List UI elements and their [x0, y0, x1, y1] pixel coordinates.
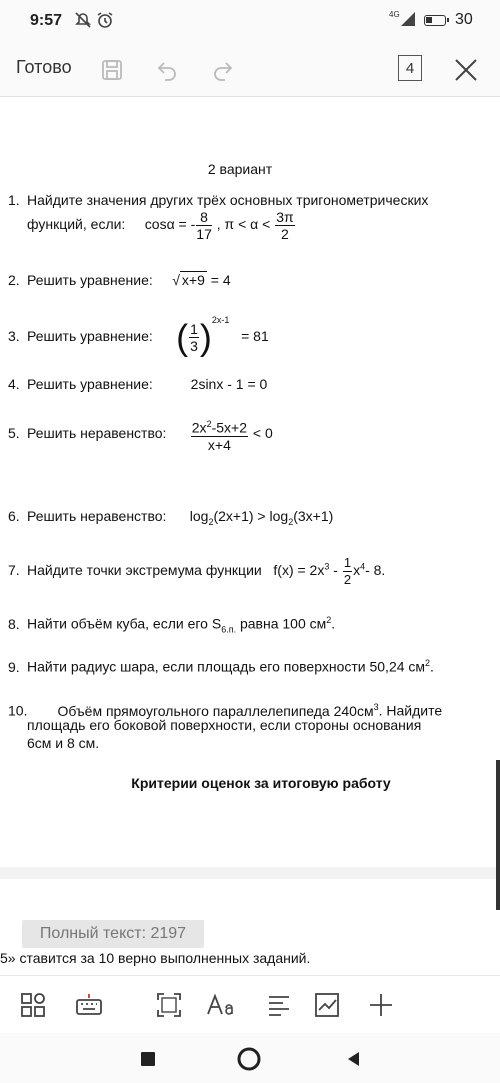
recent-apps-icon[interactable]	[136, 1047, 160, 1071]
task-2: 2. Решить уравнение: √ x+9 = 4	[8, 272, 231, 288]
task-10: 10. Объём прямоугольного параллелепипеда $240см^3$. Найдите	[8, 702, 443, 719]
page-separator	[0, 867, 500, 879]
system-nav-bar	[0, 1033, 500, 1083]
scrollbar[interactable]	[496, 760, 500, 910]
sqrt-sign: √	[172, 272, 180, 288]
criteria-heading: Критерии оценок за итоговую работу	[131, 775, 391, 791]
add-icon[interactable]	[364, 988, 398, 1022]
save-icon[interactable]	[96, 54, 128, 86]
fraction: $\frac{3\pi}{2}$	[276, 209, 294, 242]
task-8: 8. Найти объём куба, если его $S_{6.п.}$ равна 100 $см^2$.	[8, 615, 336, 635]
task-9: 9. Найти радиус шара, если площадь его поверхности 50,24 $см^2$.	[8, 658, 434, 675]
task-7: 7. Найдите точки экстремума функции $f(x) = 2x^3$ - $\frac{1}{2}$ $x^4-$ 8.	[8, 555, 386, 587]
variant-title: 2 вариант	[207, 161, 273, 177]
document-page[interactable]	[0, 97, 500, 867]
page-count-button[interactable]: 4	[398, 55, 422, 81]
crop-frame-icon[interactable]	[152, 988, 186, 1022]
network-type: 4G	[389, 10, 400, 19]
task-5: 5. Решить неравенство: $\frac{2x^2-5x+2}{x+4}$ < 0	[8, 416, 273, 453]
redo-icon[interactable]	[206, 54, 238, 86]
back-icon[interactable]	[342, 1047, 366, 1071]
undo-icon[interactable]	[152, 54, 184, 86]
fraction: $\frac{8}{17}$	[196, 209, 212, 242]
next-page-text: 5» ставится за 10 верно выполненных заданий.	[0, 950, 311, 966]
alarm-icon	[96, 11, 114, 34]
task-3: 3. Решить уравнение: ( $\frac{1}{3}$ )$^{2x-1}$ = 81	[8, 315, 269, 358]
layout-grid-icon[interactable]	[16, 988, 50, 1022]
fulltext-count-badge: Полный текст: 2197	[22, 920, 204, 948]
signal-icon	[400, 11, 416, 32]
keyboard-icon[interactable]	[72, 988, 106, 1022]
task-10-line-3: 6см и 8 см.	[27, 735, 100, 751]
task-6: 6. Решить неравенство: $\log_2(2x+1) > \log_2(3x+1)$	[8, 508, 334, 527]
close-icon[interactable]	[450, 54, 482, 86]
done-button[interactable]: Готово	[16, 57, 72, 77]
task-4: 4. Решить уравнение: 2sinx - 1 = 0	[8, 376, 268, 392]
task-1-line-2: функций, если: cosα = - $\frac{8}{17}$ , π < α < $\frac{3\pi}{2}$	[27, 209, 294, 242]
task-10-line-2: площадь его боковой поверхности, если стороны основания	[27, 717, 422, 733]
insert-chart-icon[interactable]	[310, 988, 344, 1022]
battery-icon	[424, 15, 446, 26]
home-icon[interactable]	[237, 1047, 261, 1071]
battery-level: 30	[455, 11, 473, 28]
task-1: 1. Найдите значения других трёх основных тригонометрических	[8, 192, 429, 208]
editor-toolbar	[0, 44, 500, 97]
status-bar	[0, 0, 500, 44]
format-toolbar	[0, 975, 500, 1034]
clock: 9:57	[30, 12, 63, 29]
text-format-icon[interactable]	[204, 988, 238, 1022]
mute-icon	[74, 11, 92, 34]
paragraph-align-icon[interactable]	[262, 988, 296, 1022]
